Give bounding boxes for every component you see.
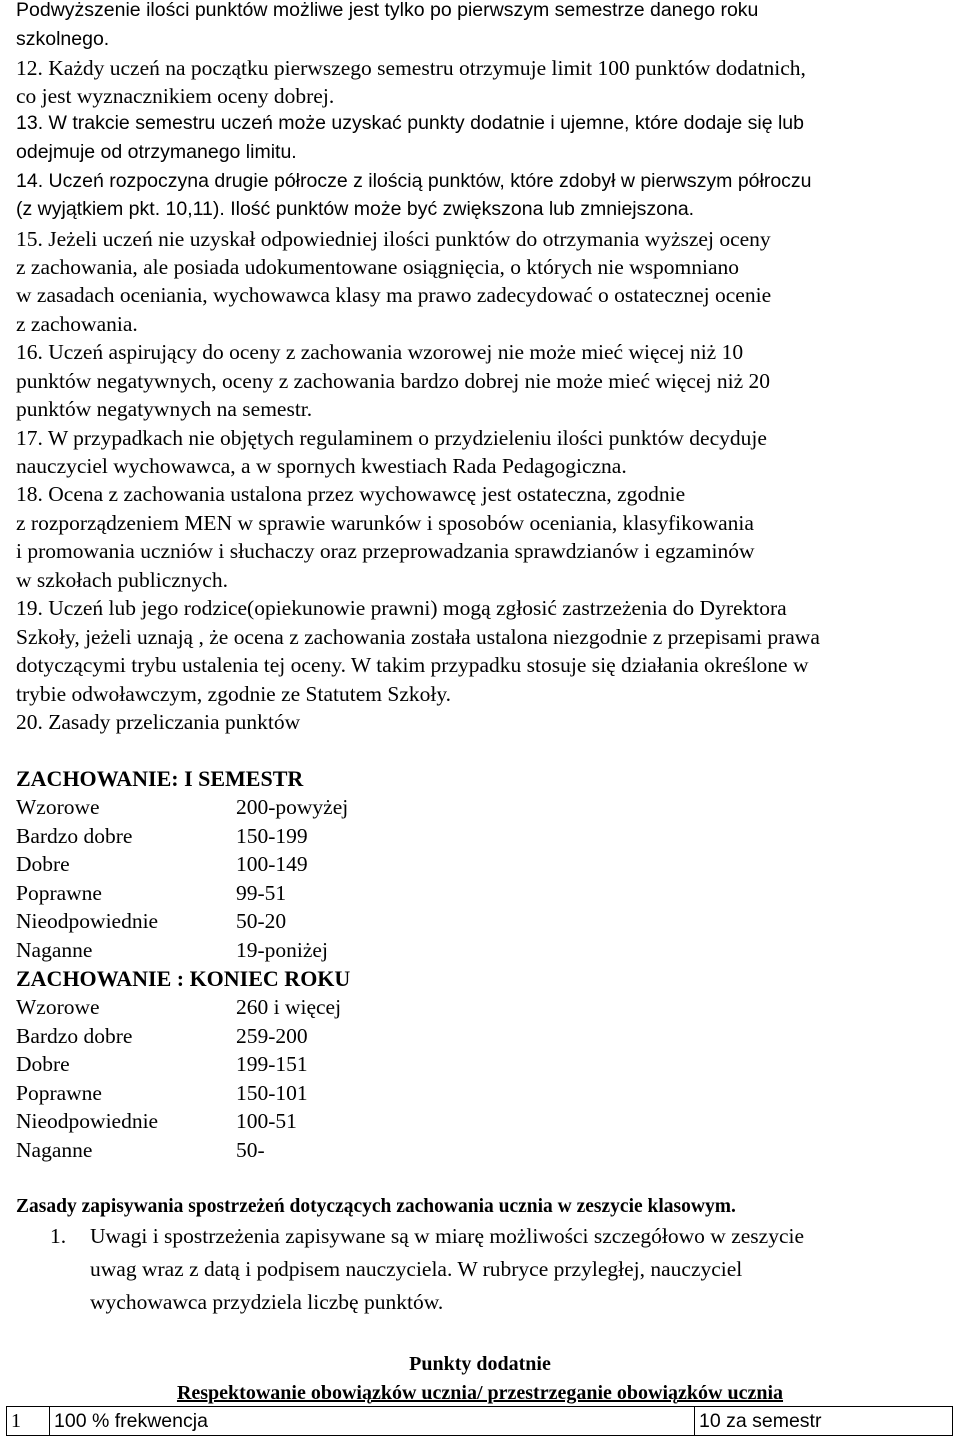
- notes-item-line: uwag wraz z datą i podpisem nauczyciela. W rubryce przyległej, nauczyciel: [90, 1257, 743, 1281]
- row-description-cell: 100 % frekwencja: [50, 1407, 695, 1436]
- paragraph-line: w zasadach oceniania, wychowawca klasy ma prawo zadecydować o ostatecznej ocenie: [16, 283, 772, 307]
- grade-name: Naganne: [16, 1137, 93, 1162]
- paragraph-line: punktów negatywnych na semestr.: [16, 397, 313, 421]
- paragraph-line: 15. Jeżeli uczeń nie uzyskał odpowiedniej ilości punktów do otrzymania wyższej oceny: [16, 227, 771, 251]
- grade-name: Wzorowe: [16, 795, 100, 819]
- grade-name: Nieodpowiednie: [16, 909, 159, 933]
- semester1-heading: ZACHOWANIE: I SEMESTR: [16, 766, 304, 791]
- paragraph-line: 17. W przypadkach nie objętych regulaminem o przydzieleniu ilości punktów decyduje: [16, 426, 767, 450]
- paragraph-line: z rozporządzeniem MEN w sprawie warunków i sposobów oceniania, klasyfikowania: [16, 511, 754, 535]
- paragraph-line: dotyczącymi trybu ustalenia tej oceny. W takim przypadku stosuje się działania określone w: [16, 653, 809, 677]
- paragraph-line: z zachowania.: [16, 312, 138, 336]
- paragraph-line: 16. Uczeń aspirujący do oceny z zachowania wzorowej nie może mieć więcej niż 10: [16, 340, 744, 364]
- row-points-cell: 10 za semestr: [695, 1407, 953, 1436]
- notes-item-number: 1.: [50, 1224, 67, 1248]
- grade-range: 50-: [236, 1137, 265, 1162]
- paragraph-line: punktów negatywnych, oceny z zachowania bardzo dobrej nie może mieć więcej niż 20: [16, 369, 770, 393]
- paragraph-line: 19. Uczeń lub jego rodzice(opiekunowie prawni) mogą zgłosić zastrzeżenia do Dyrektora: [16, 596, 787, 620]
- paragraph-line: nauczyciel wychowawca, a w spornych kwestiach Rada Pedagogiczna.: [16, 454, 627, 478]
- paragraph-line: 18. Ocena z zachowania ustalona przez wychowawcę jest ostateczna, zgodnie: [16, 482, 686, 506]
- grade-name: Naganne: [16, 937, 93, 962]
- paragraph-line: 12. Każdy uczeń na początku pierwszego semestru otrzymuje limit 100 punktów dodatnich,: [16, 56, 806, 80]
- grade-name: Poprawne: [16, 1080, 102, 1105]
- positive-points-subtitle: Respektowanie obowiązków ucznia/ przestrzeganie obowiązków ucznia: [176, 1382, 784, 1404]
- paragraph-line: w szkołach publicznych.: [16, 568, 228, 592]
- year-end-heading: ZACHOWANIE : KONIEC ROKU: [16, 966, 351, 991]
- grade-name: Wzorowe: [16, 995, 100, 1019]
- paragraph-line: z zachowania, ale posiada udokumentowane osiągnięcia, o których nie wspomniano: [16, 255, 740, 279]
- paragraph-line: 14. Uczeń rozpoczyna drugie półrocze z ilością punktów, które zdobył w pierwszym półroczu: [16, 170, 812, 192]
- paragraph-line: 13. W trakcie semestru uczeń może uzyskać punkty dodatnie i ujemne, które dodaje się lub: [16, 112, 804, 134]
- grade-range: 100-51: [236, 1109, 297, 1133]
- grade-range: 100-149: [236, 852, 308, 876]
- positive-points-title: Punkty dodatnie: [409, 1353, 551, 1375]
- grade-range: 50-20: [236, 909, 287, 933]
- grade-range: 19-poniżej: [236, 937, 328, 962]
- table-row: [7, 1407, 953, 1436]
- grade-name: Poprawne: [16, 880, 102, 905]
- paragraph-line: (z wyjątkiem pkt. 10,11). Ilość punktów może być zwiększona lub zmniejszona.: [16, 198, 695, 220]
- grade-range: 150-199: [236, 823, 308, 848]
- paragraph-line: odejmuje od otrzymanego limitu.: [16, 141, 297, 163]
- grade-name: Bardzo dobre: [16, 1023, 133, 1048]
- grade-range: 99-51: [236, 880, 287, 905]
- paragraph-line: Podwyższenie ilości punktów możliwe jest tylko po pierwszym semestrze danego roku: [16, 0, 759, 21]
- grade-name: Dobre: [16, 852, 70, 876]
- paragraph-line: szkolnego.: [16, 28, 110, 50]
- row-number-cell: 1: [7, 1407, 50, 1436]
- paragraph-line: i promowania uczniów i słuchaczy oraz przeprowadzania sprawdzianów i egzaminów: [16, 539, 755, 563]
- grade-range: 199-151: [236, 1052, 308, 1076]
- notes-item-line: wychowawca przydziela liczbę punktów.: [90, 1290, 444, 1314]
- grade-name: Nieodpowiednie: [16, 1109, 159, 1133]
- notes-heading: Zasady zapisywania spostrzeżeń dotyczących zachowania ucznia w zeszycie klasowym.: [16, 1196, 736, 1217]
- positive-points-table: [6, 1406, 953, 1436]
- paragraph-line: co jest wyznacznikiem oceny dobrej.: [16, 84, 335, 108]
- grade-name: Bardzo dobre: [16, 823, 133, 848]
- grade-name: Dobre: [16, 1052, 70, 1076]
- grade-range: 259-200: [236, 1023, 308, 1048]
- paragraph-line: Szkoły, jeżeli uznają , że ocena z zachowania została ustalona niezgodnie z przepisami prawa: [16, 625, 820, 649]
- notes-item-line: Uwagi i spostrzeżenia zapisywane są w miarę możliwości szczegółowo w zeszycie: [90, 1224, 805, 1248]
- grade-range: 260 i więcej: [236, 995, 342, 1019]
- paragraph-line: 20. Zasady przeliczania punktów: [16, 710, 301, 734]
- paragraph-line: trybie odwoławczym, zgodnie ze Statutem Szkoły.: [16, 682, 452, 706]
- grade-range: 200-powyżej: [236, 795, 349, 819]
- grade-range: 150-101: [236, 1080, 308, 1105]
